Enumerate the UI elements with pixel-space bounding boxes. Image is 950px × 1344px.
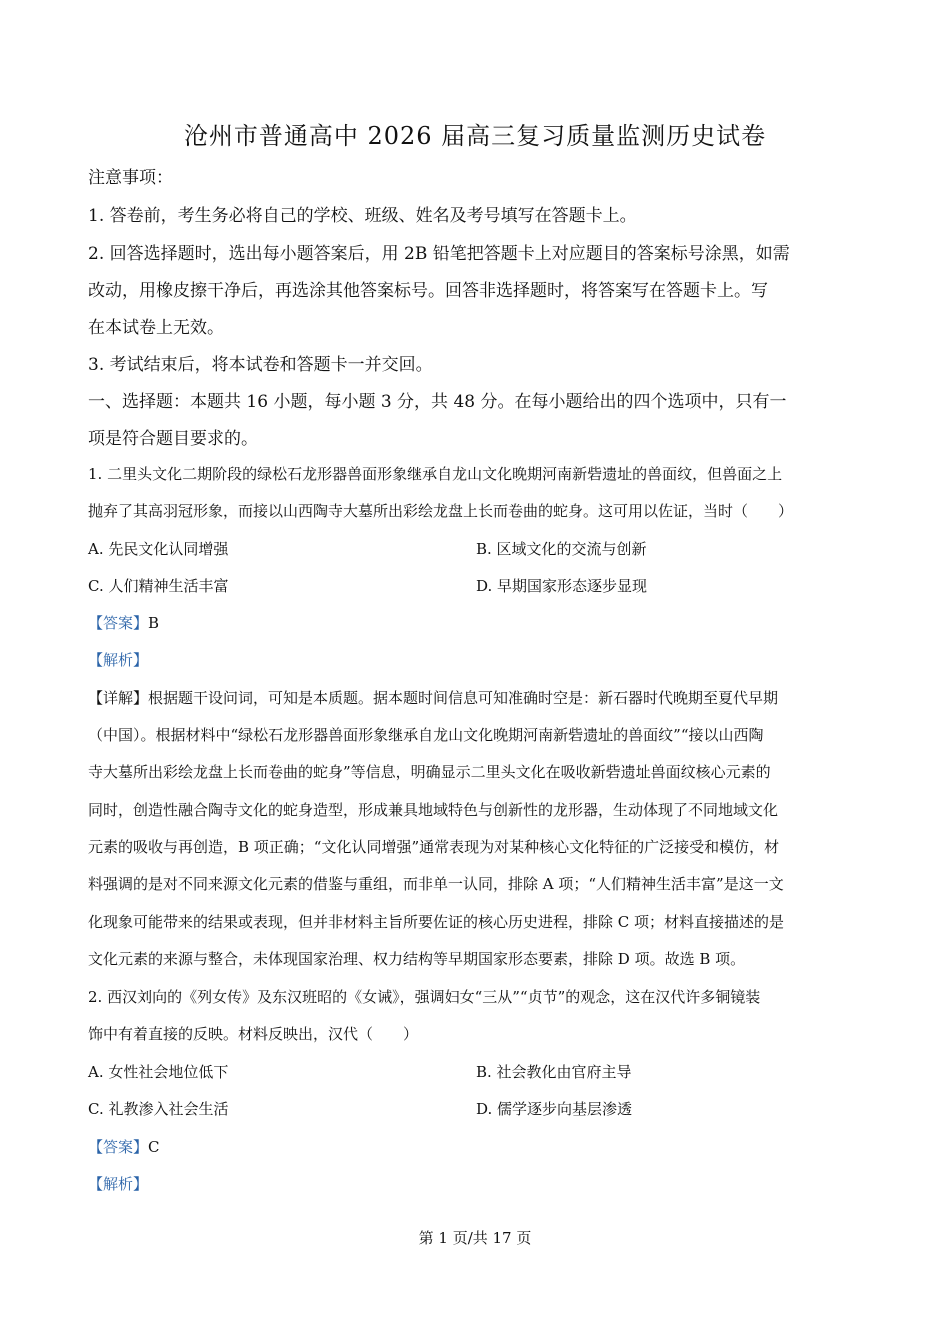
answer-value: B xyxy=(148,614,160,632)
q2-option-a: A. 女性社会地位低下 xyxy=(88,1063,229,1081)
q1-detail-line-1 xyxy=(88,687,778,708)
q1-option-d: D. 早期国家形态逐步显现 xyxy=(476,577,648,595)
notice-item-3: 3. 考试结束后，将本试卷和答题卡一并交回。 xyxy=(88,355,433,375)
notice-item-2-line-1: 2. 回答选择题时，选出每小题答案后，用 2B 铅笔把答题卡上对应题目的答案标号涂黑，如需 xyxy=(88,244,790,264)
page-title: 沧州市普通高中 2026 届高三复习质量监测历史试卷 xyxy=(183,122,767,150)
q1-option-b: B. 区域文化的交流与创新 xyxy=(476,540,647,558)
notice-item-1: 1. 答卷前，考生务必将自己的学校、班级、姓名及考号填写在答题卡上。 xyxy=(88,206,637,226)
q1-option-a: A. 先民文化认同增强 xyxy=(88,540,229,558)
q1-detail-line-3: 寺大墓所出彩绘龙盘上长而卷曲的蛇身”等信息，明确显示二里头文化在吸收新砦遗址兽面纹核心元素的 xyxy=(88,763,771,781)
q1-detail-line-6: 料强调的是对不同来源文化元素的借鉴与重组，而非单一认同，排除 A 项；“人们精神生活丰富”是这一文 xyxy=(88,875,784,893)
q1-stem-line-1: 1. 二里头文化二期阶段的绿松石龙形器兽面形象继承自龙山文化晚期河南新砦遗址的兽面纹，但兽面之上 xyxy=(88,465,783,483)
detail-text: 根据题干设问词，可知是本质题。据本题时间信息可知准确时空是：新石器时代晚期至夏代早期 xyxy=(148,689,779,707)
section-heading-line-2: 项是符合题目要求的。 xyxy=(88,429,258,449)
notice-heading: 注意事项： xyxy=(88,168,173,188)
detail-tag: 【详解】 xyxy=(88,689,149,707)
notice-item-2-line-2: 改动，用橡皮擦干净后，再选涂其他答案标号。回答非选择题时，将答案写在答题卡上。写 xyxy=(88,281,768,301)
q2-stem-line-1: 2. 西汉刘向的《列女传》及东汉班昭的《女诫》，强调妇女“三从”“贞节”的观念，这在汉代许多铜镜装 xyxy=(88,988,761,1006)
q2-answer xyxy=(88,1136,160,1157)
q1-detail-line-8: 文化元素的来源与整合，未体现国家治理、权力结构等早期国家形态要素，排除 D 项。故选 B 项。 xyxy=(88,950,746,968)
q1-answer xyxy=(88,612,159,633)
q1-detail-line-2: （中国）。根据材料中“绿松石龙形器兽面形象继承自龙山文化晚期河南新砦遗址的兽面纹”“接以山西陶 xyxy=(88,726,764,744)
q1-analysis-tag: 【解析】 xyxy=(88,651,149,669)
q1-detail-line-4: 同时，创造性融合陶寺文化的蛇身造型，形成兼具地域特色与创新性的龙形器，生动体现了不同地域文化 xyxy=(88,801,779,819)
answer-value: C xyxy=(148,1138,160,1156)
section-heading-line-1: 一、选择题：本题共 16 小题，每小题 3 分，共 48 分。在每小题给出的四个选项中，只有一 xyxy=(88,392,787,412)
q2-option-c: C. 礼教渗入社会生活 xyxy=(88,1100,229,1118)
notice-item-2-line-3: 在本试卷上无效。 xyxy=(88,318,224,338)
q2-analysis-tag: 【解析】 xyxy=(88,1175,149,1193)
q1-stem-line-2: 抛弃了其高羽冠形象，而接以山西陶寺大墓所出彩绘龙盘上长而卷曲的蛇身。这可用以佐证，当时（ ） xyxy=(88,502,794,520)
q1-detail-line-5: 元素的吸收与再创造，B 项正确；“文化认同增强”通常表现为对某种核心文化特征的广泛接受和模仿，材 xyxy=(88,838,780,856)
q2-option-b: B. 社会教化由官府主导 xyxy=(476,1063,632,1081)
q1-detail-line-7: 化现象可能带来的结果或表现，但并非材料主旨所要佐证的核心历史进程，排除 C 项；材料直接描述的是 xyxy=(88,913,785,931)
answer-tag: 【答案】 xyxy=(88,1138,149,1156)
answer-tag: 【答案】 xyxy=(88,614,149,632)
q1-option-c: C. 人们精神生活丰富 xyxy=(88,577,229,595)
q2-option-d: D. 儒学逐步向基层渗透 xyxy=(476,1100,633,1118)
q2-stem-line-2: 饰中有着直接的反映。材料反映出，汉代（ ） xyxy=(88,1025,419,1043)
page-footer: 第 1 页/共 17 页 xyxy=(418,1229,532,1247)
